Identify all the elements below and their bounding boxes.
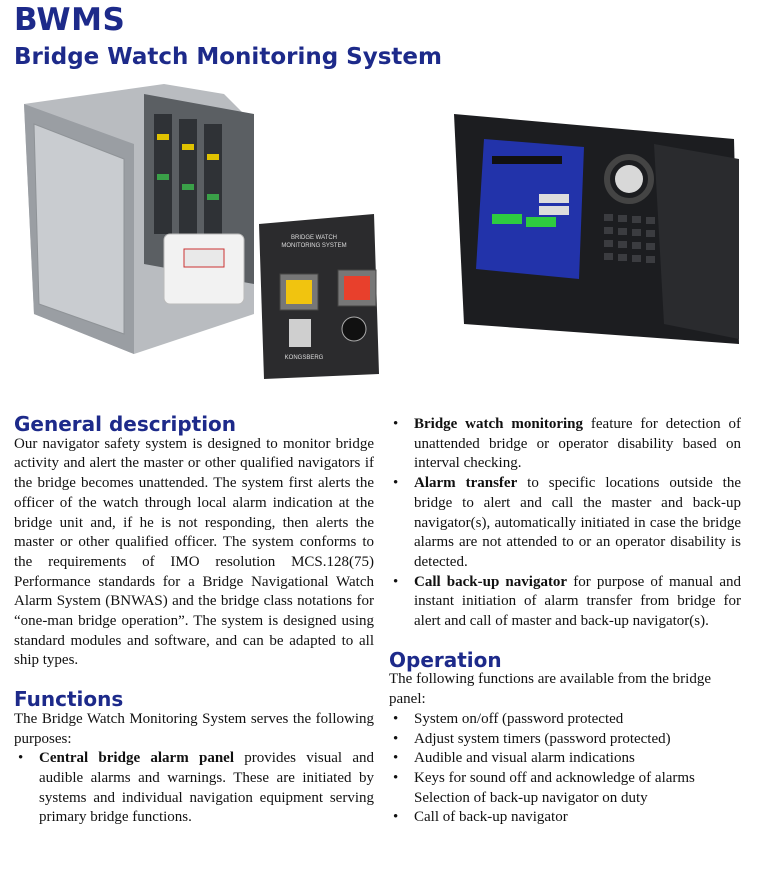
prewarning-reset-button xyxy=(286,280,312,304)
cabinet-unit xyxy=(24,84,254,354)
alarm-panel xyxy=(259,214,379,379)
list-item: • System on/off (password protected xyxy=(389,710,741,730)
svg-text:KONGSBERG: KONGSBERG xyxy=(284,355,324,361)
product-photo xyxy=(14,84,749,384)
display-terminal xyxy=(454,114,739,344)
svg-text:MONITORING SYSTEM: MONITORING SYSTEM xyxy=(281,243,347,249)
trackball-icon xyxy=(615,165,643,193)
list-item: • Central bridge alarm panel provides visual and audible alarms and warnings. These are initiated by systems and individual navigation equipment serving primary bridge functions. xyxy=(14,749,374,828)
functions-list-a xyxy=(14,749,374,828)
general-description-heading: General description xyxy=(14,412,237,436)
system-failure-reset-button xyxy=(344,276,370,300)
list-item: • Keys for sound off and acknowledge of alarms xyxy=(389,769,741,789)
list-item: • Audible and visual alarm indications xyxy=(389,749,741,769)
dimmer-knob-icon xyxy=(342,317,366,341)
list-item: Selection of back-up navigator on duty xyxy=(414,789,648,806)
screen-status-bar xyxy=(492,156,562,164)
panel-title-text: BRIDGE WATCH xyxy=(291,235,337,241)
page-title: BWMS xyxy=(14,2,126,38)
operation-intro: The following functions are available from the bridge panel: xyxy=(389,671,711,708)
list-item: • Call back-up navigator for purpose of manual and instant initiation of alarm transfer from bridge for alert and call of master and back-up navigator(s). xyxy=(389,573,741,632)
functions-intro: The Bridge Watch Monitoring System serves the following purposes: xyxy=(14,710,374,747)
list-item: • Adjust system timers (password protected) xyxy=(389,730,741,750)
operation-list xyxy=(389,710,741,828)
page-subtitle: Bridge Watch Monitoring System xyxy=(14,44,442,70)
general-description-text: Our navigator safety system is designed to monitor bridge activity and alert the master or other qualified navigators if the bridge becomes unattended. The system first alerts the officer of the watch through local alarm indication at the bridge unit and, if he is not responding, then alerts the master or other qualified officer. The system conforms to the requirements of IMO resolution MCS.128(75) Performance standards for a Bridge Navigational Watch Alarm System (BNWAS) and the bridge class notations for “one-man bridge operation”. The system is designed using standard modules and software, and can be adapted to all ship types. xyxy=(14,435,374,669)
list-item: • Bridge watch monitoring feature for detection of unattended bridge or operator disability based on interval checking. xyxy=(389,415,741,474)
right-column xyxy=(389,415,741,828)
functions-list-b xyxy=(389,415,741,632)
left-column xyxy=(14,412,374,828)
functions-heading: Functions xyxy=(14,687,124,712)
list-item: • Call of back-up navigator xyxy=(389,808,741,828)
kongsberg-logo-icon xyxy=(289,319,311,347)
operation-heading: Operation xyxy=(389,647,502,672)
list-item: • Alarm transfer to specific locations outside the bridge to alert and call the master and back-up navigator(s), automatically initiated in case the bridge alarms are not attended to or an operator disability is detected. xyxy=(389,474,741,573)
